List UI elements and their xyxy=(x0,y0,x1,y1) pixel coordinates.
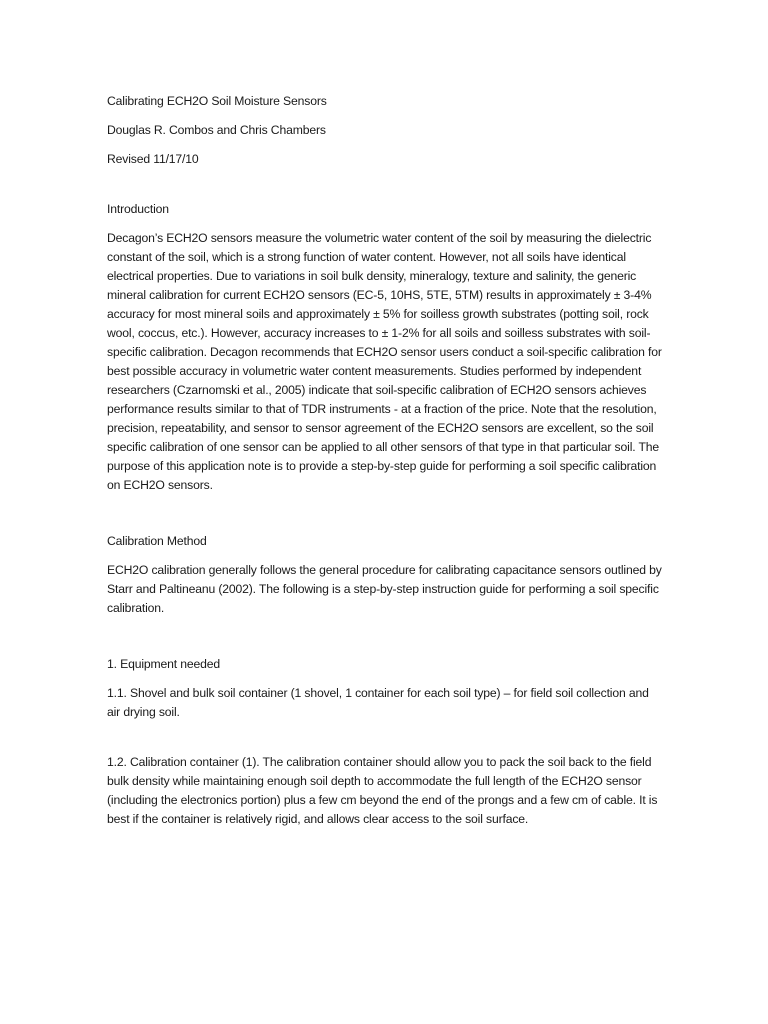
calibration-method-paragraph: ECH2O calibration generally follows the general procedure for calibrating capacitance sensors outlined by Starr and Paltineanu (2002). The following is a step-by-step instruction guide for performing a soil specific calibration. xyxy=(107,563,662,615)
document-page xyxy=(107,92,663,860)
calibration-method-heading: Calibration Method xyxy=(107,534,207,548)
introduction-heading: Introduction xyxy=(107,202,169,216)
document-title: Calibrating ECH2O Soil Moisture Sensors xyxy=(107,94,327,108)
introduction-paragraph: Decagon’s ECH2O sensors measure the volumetric water content of the soil by measuring the dielectric constant of the soil, which is a strong function of water content. However, not all soils have identical electrical properties. Due to variations in soil bulk density, mineralogy, texture and salinity, the generic mineral calibration for current ECH2O sensors (EC-5, 10HS, 5TE, 5TM) results in approximately ± 3-4% accuracy for most mineral soils and approximately ± 5% for soilless growth substrates (potting soil, rock wool, coccus, etc.). However, accuracy increases to ± 1-2% for all soils and soilless substrates with soil-specific calibration. Decagon recommends that ECH2O sensor users conduct a soil-specific calibration for best possible accuracy in volumetric water content measurements. Studies performed by independent researchers (Czarnomski et al., 2005) indicate that soil-specific calibration of ECH2O sensors achieves performance results similar to that of TDR instruments - at a fraction of the price. Note that the resolution, precision, repeatability, and sensor to sensor agreement of the ECH2O sensors are excellent, so the soil specific calibration of one sensor can be applied to all other sensors of that type in that particular soil. The purpose of this application note is to provide a step-by-step guide for performing a soil specific calibration on ECH2O sensors. xyxy=(107,231,662,492)
equipment-needed-heading: 1. Equipment needed xyxy=(107,657,221,671)
document-authors: Douglas R. Combos and Chris Chambers xyxy=(107,123,326,137)
revision-date: Revised 11/17/10 xyxy=(107,152,199,166)
equipment-item-1-1: 1.1. Shovel and bulk soil container (1 shovel, 1 container for each soil type) – for field soil collection and air drying soil. xyxy=(107,686,649,719)
equipment-item-1-2: 1.2. Calibration container (1). The calibration container should allow you to pack the soil back to the field bulk density while maintaining enough soil depth to accommodate the full length of the ECH2O sensor (including the electronics portion) plus a few cm beyond the end of the prongs and a few cm of cable. It is best if the container is relatively rigid, and allows clear access to the soil surface. xyxy=(107,755,658,826)
